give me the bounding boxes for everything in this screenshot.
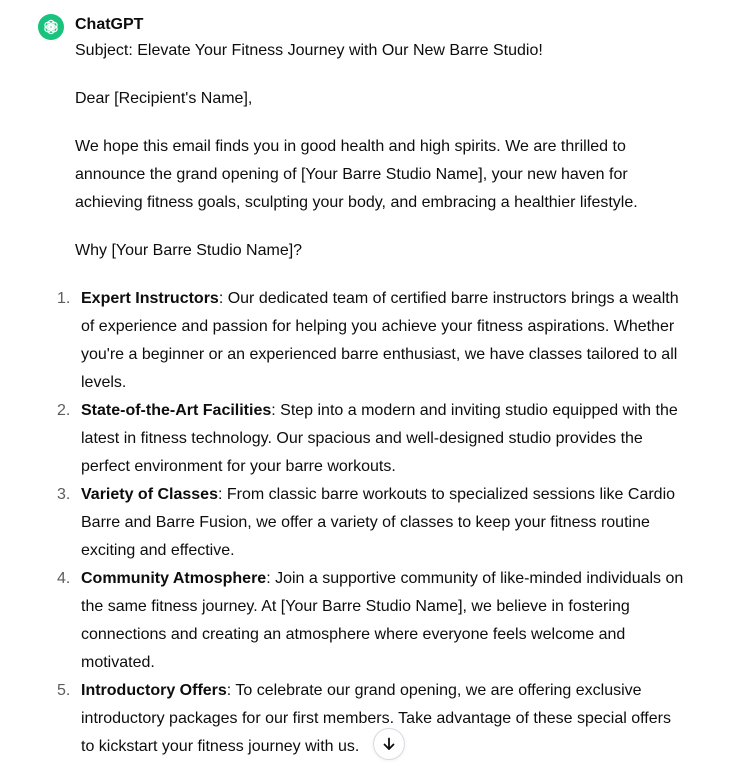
item-title: Community Atmosphere (81, 570, 267, 587)
list-number: 2. (57, 402, 71, 419)
item-text: : From classic barre workouts to specialized sessions like Cardio Barre and Barre Fusion, we offer a variety of classes to keep your fitness routine exciting and effective. (81, 486, 676, 559)
item-text: : Our dedicated team of certified barre instructors brings a wealth of experience and passion for helping you achieve your fitness aspirations. Whether you're a beginner or an experienced barre enthusiast, we have classes tailored to all levels. (81, 290, 679, 391)
list-item (57, 565, 685, 677)
email-greeting: Dear [Recipient's Name], (75, 90, 253, 107)
message-content (57, 37, 685, 761)
openai-logo-icon (42, 18, 60, 36)
why-heading: Why [Your Barre Studio Name]? (75, 242, 303, 259)
avatar (38, 14, 64, 40)
email-subject: Subject: Elevate Your Fitness Journey with Our New Barre Studio! (75, 42, 543, 59)
item-title: Expert Instructors (81, 290, 219, 307)
list-number: 4. (57, 570, 71, 587)
feature-list (57, 285, 685, 761)
list-number: 3. (57, 486, 71, 503)
item-text: : To celebrate our grand opening, we are offering exclusive introductory packages for our first members. Take advantage of these special offers to kickstart your fitness journey with us. (81, 682, 671, 755)
list-item (57, 285, 685, 397)
item-title: State-of-the-Art Facilities (81, 402, 272, 419)
item-title: Introductory Offers (81, 682, 227, 699)
item-text: : Join a supportive community of like-minded individuals on the same fitness journey. At [Your Barre Studio Name], we believe in fostering connections and creating an atmosphere where everyone feels welcome and motivated. (81, 570, 684, 671)
list-number: 5. (57, 682, 71, 699)
email-intro: We hope this email finds you in good health and high spirits. We are thrilled to announce the grand opening of [Your Barre Studio Name], your new haven for achieving fitness goals, sculpting your body, and embracing a healthier lifestyle. (75, 138, 638, 211)
scroll-to-bottom-button[interactable] (373, 728, 405, 760)
item-text: : Step into a modern and inviting studio equipped with the latest in fitness technology. Our spacious and well-designed studio provides the perfect environment for your barre workouts. (81, 402, 678, 475)
list-number: 1. (57, 290, 71, 307)
arrow-down-icon (381, 736, 397, 752)
list-item (57, 397, 685, 481)
message-author: ChatGPT (75, 16, 144, 33)
item-title: Variety of Classes (81, 486, 218, 503)
list-item (57, 481, 685, 565)
